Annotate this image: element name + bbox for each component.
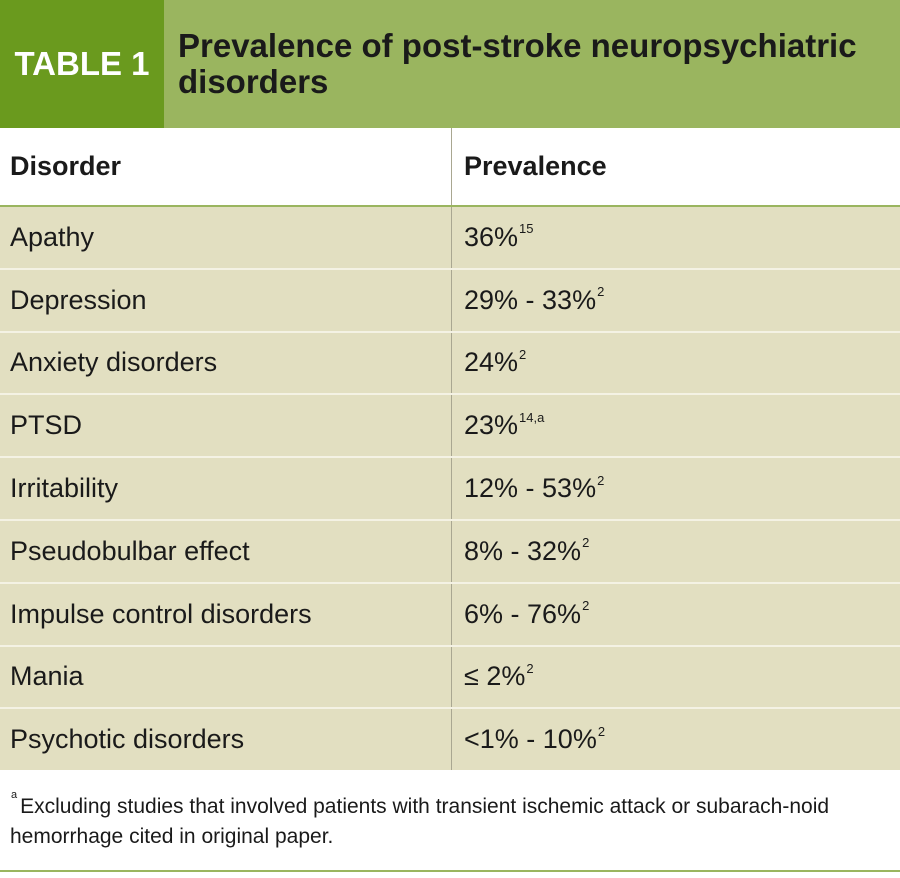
table-row <box>0 270 900 333</box>
prevalence-cell: 23% $^{14,a}$ <box>464 409 545 441</box>
table-row <box>0 584 900 647</box>
table-number-tag: TABLE 1 <box>0 0 164 128</box>
prevalence-cell: 29% - 33% $^2$ <box>464 284 605 315</box>
table-row <box>0 709 900 770</box>
disorder-cell: Impulse control disorders <box>0 584 452 645</box>
table-title <box>164 0 900 128</box>
prevalence-value: 8% - 32% <box>464 535 582 566</box>
column-header-disorder: Disorder <box>0 128 452 205</box>
prevalence-value: 12% - 53% <box>464 473 597 504</box>
prevalence-value: 6% - 76% <box>464 598 582 629</box>
column-header-row <box>0 128 900 207</box>
table-row <box>0 333 900 396</box>
table-header <box>0 0 900 128</box>
prevalence-value: 29% - 33% <box>464 284 597 315</box>
disorder-cell: Depression <box>0 270 452 331</box>
prevalence-cell: ≤ 2% $^2$ <box>464 660 534 692</box>
prevalence-cell: 8% - 32% $^2$ <box>464 535 590 566</box>
prevalence-cell: 12% - 53% $^2$ <box>464 472 605 504</box>
prevalence-cell: 24% $^2$ <box>464 346 527 378</box>
prevalence-cell: <1% - 10% $^2$ <box>464 723 606 755</box>
table-row <box>0 647 900 710</box>
disorder-cell: Psychotic disorders <box>0 709 452 770</box>
footnote-text: Excluding studies that involved patients with transient ischemic attack or subarach-noid hemorrhage cited in original paper. <box>10 795 830 849</box>
disorder-cell: Apathy <box>0 207 452 268</box>
disorder-cell: Anxiety disorders <box>0 333 452 394</box>
prevalence-cell: 6% - 76% $^2$ <box>464 598 590 629</box>
column-header-prevalence: Prevalence <box>464 151 607 181</box>
prevalence-value: 36% <box>464 221 519 252</box>
table-row <box>0 395 900 458</box>
table-row <box>0 458 900 521</box>
table-body <box>0 207 900 770</box>
table-row <box>0 521 900 584</box>
prevalence-value: 23% <box>464 410 519 441</box>
table-row <box>0 207 900 270</box>
disorder-cell: Pseudobulbar effect <box>0 521 452 582</box>
disorder-cell: PTSD <box>0 395 452 456</box>
disorder-cell: Irritability <box>0 458 452 519</box>
footnote-marker: a <box>11 789 18 802</box>
prevalence-value: 24% <box>464 347 519 378</box>
footnote <box>0 770 900 872</box>
table-title-text: Prevalence of post-stroke neuropsychiatric disorders <box>178 27 857 100</box>
prevalence-value: ≤ 2% <box>464 661 526 692</box>
prevalence-cell: 36% $^{15}$ <box>464 221 534 252</box>
prevalence-value: <1% - 10% <box>464 724 597 755</box>
disorder-cell: Mania <box>0 647 452 708</box>
